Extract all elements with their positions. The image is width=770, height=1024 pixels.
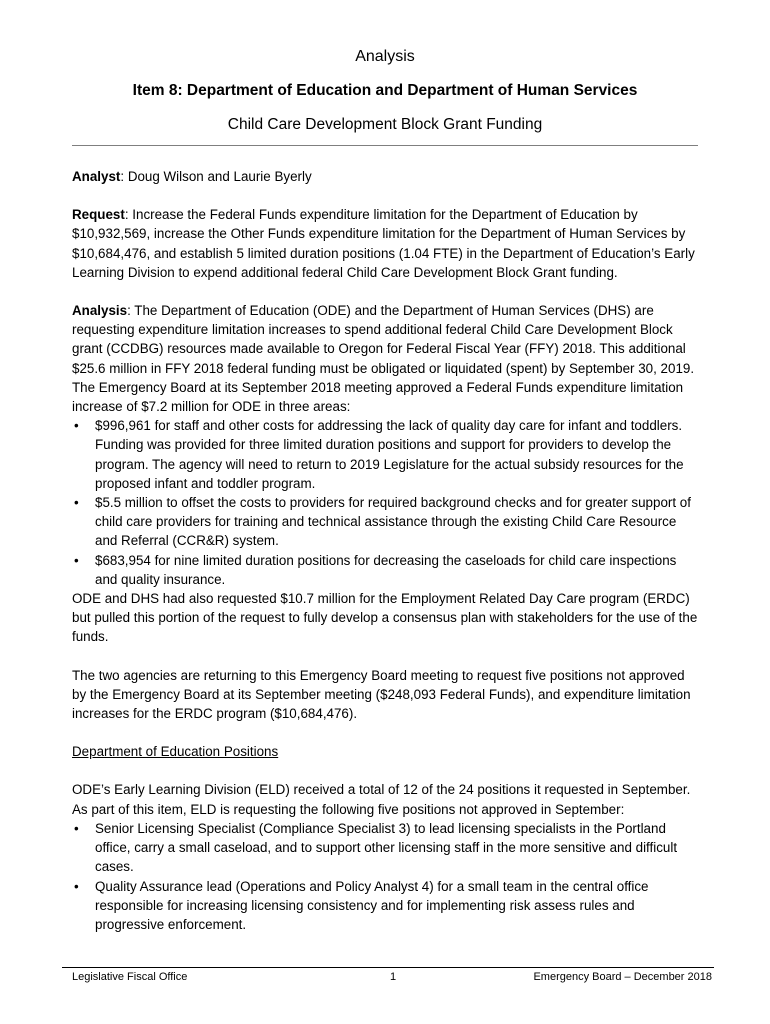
request-label: Request (72, 207, 125, 223)
footer-office: Legislative Fiscal Office (72, 971, 188, 983)
footer-divider (62, 967, 714, 968)
footer-page-number: 1 (390, 971, 397, 983)
footer-meeting: Emergency Board – December 2018 (533, 971, 712, 983)
item-subtitle: Child Care Development Block Grant Funding (227, 116, 543, 133)
analysis-label: Analysis (72, 303, 128, 319)
list-item: • $683,954 for nine limited duration positions for decreasing the caseloads for child care inspections and quality insurance. (74, 552, 677, 587)
analysis-bullet-list (72, 416, 698, 589)
request-paragraph (72, 205, 698, 282)
list-item: • $5.5 million to offset the costs to providers for required background checks and for greater support of child care providers for training and technical assistance through the existing Child Care Resource and Referral (CCR&R) system. (74, 495, 691, 549)
list-item: • Senior Licensing Specialist (Compliance Specialist 3) to lead licensing specialists in the Portland office, carry a small caseload, and to support other licensing staff in the more sensitive and difficult cases. (74, 820, 678, 875)
bullet-icon: • (74, 820, 79, 836)
positions-bullet-list (72, 819, 698, 934)
return-paragraph: The two agencies are returning to this Emergency Board meeting to request five positions not approved by the Emergency Board at its September meeting ($248,093 Federal Funds), and expenditure limitation increases for the ERDC program ($10,684,476). (72, 667, 691, 722)
analyst-text: : Doug Wilson and Laurie Byerly (120, 169, 312, 184)
page-title: Analysis (355, 48, 415, 65)
positions-intro: ODE’s Early Learning Division (ELD) received a total of 12 of the 24 positions it requested in September. As part of this item, ELD is requesting the following five positions not approved in September: (72, 782, 691, 817)
erdc-paragraph: ODE and DHS had also requested $10.7 million for the Employment Related Day Care program (ERDC) but pulled this portion of the request to fully develop a consensus plan with stakeholders for the use of the funds. (72, 591, 698, 645)
list-item: • Quality Assurance lead (Operations and Policy Analyst 4) for a small team in the central office responsible for increasing licensing consistency and for implementing risk assess rules and progressive enforcement. (74, 878, 649, 932)
bullet-icon: • (74, 418, 79, 434)
positions-heading: Department of Education Positions (72, 744, 279, 760)
page-footer (72, 971, 712, 987)
bullet-icon: • (74, 552, 79, 568)
bullet-icon: • (74, 495, 79, 511)
analyst-label: Analyst (72, 169, 121, 184)
request-text: : Increase the Federal Funds expenditure limitation for the Department of Education by $10,932,569, increase the Other Funds expenditure limitation for the Department of Human Services by $10,684,476, and establish 5 limited duration positions (1.04 FTE) in the Department of Education’s Early Learning Division to expend additional federal Child Care Development Block Grant funding. (72, 207, 695, 280)
analyst-paragraph (72, 167, 698, 186)
header-divider (72, 145, 698, 146)
analysis-paragraph (72, 301, 698, 416)
document-body (72, 167, 698, 934)
analysis-text: : The Department of Education (ODE) and the Department of Human Services (DHS) are requesting expenditure limitation increases to spend additional federal Child Care Development Block grant (CCDBG) resources made available to Oregon for Federal Fiscal Year (FFY) 2018. This additional $25.6 million in FFY 2018 federal funding must be obligated or liquidated (spent) by September 30, 2019. The Emergency Board at its September 2018 meeting approved a Federal Funds expenditure limitation increase of $7.2 million for ODE in three areas: (72, 303, 695, 415)
list-item: • $996,961 for staff and other costs for addressing the lack of quality day care for infant and toddlers. Funding was provided for three limited duration positions and support for providers to develop the program. The agency will need to return to 2019 Legislature for the actual subsidy resources for the proposed infant and toddler program. (74, 418, 684, 491)
item-heading: Item 8: Department of Education and Department of Human Services (132, 82, 638, 99)
bullet-icon: • (74, 878, 79, 894)
